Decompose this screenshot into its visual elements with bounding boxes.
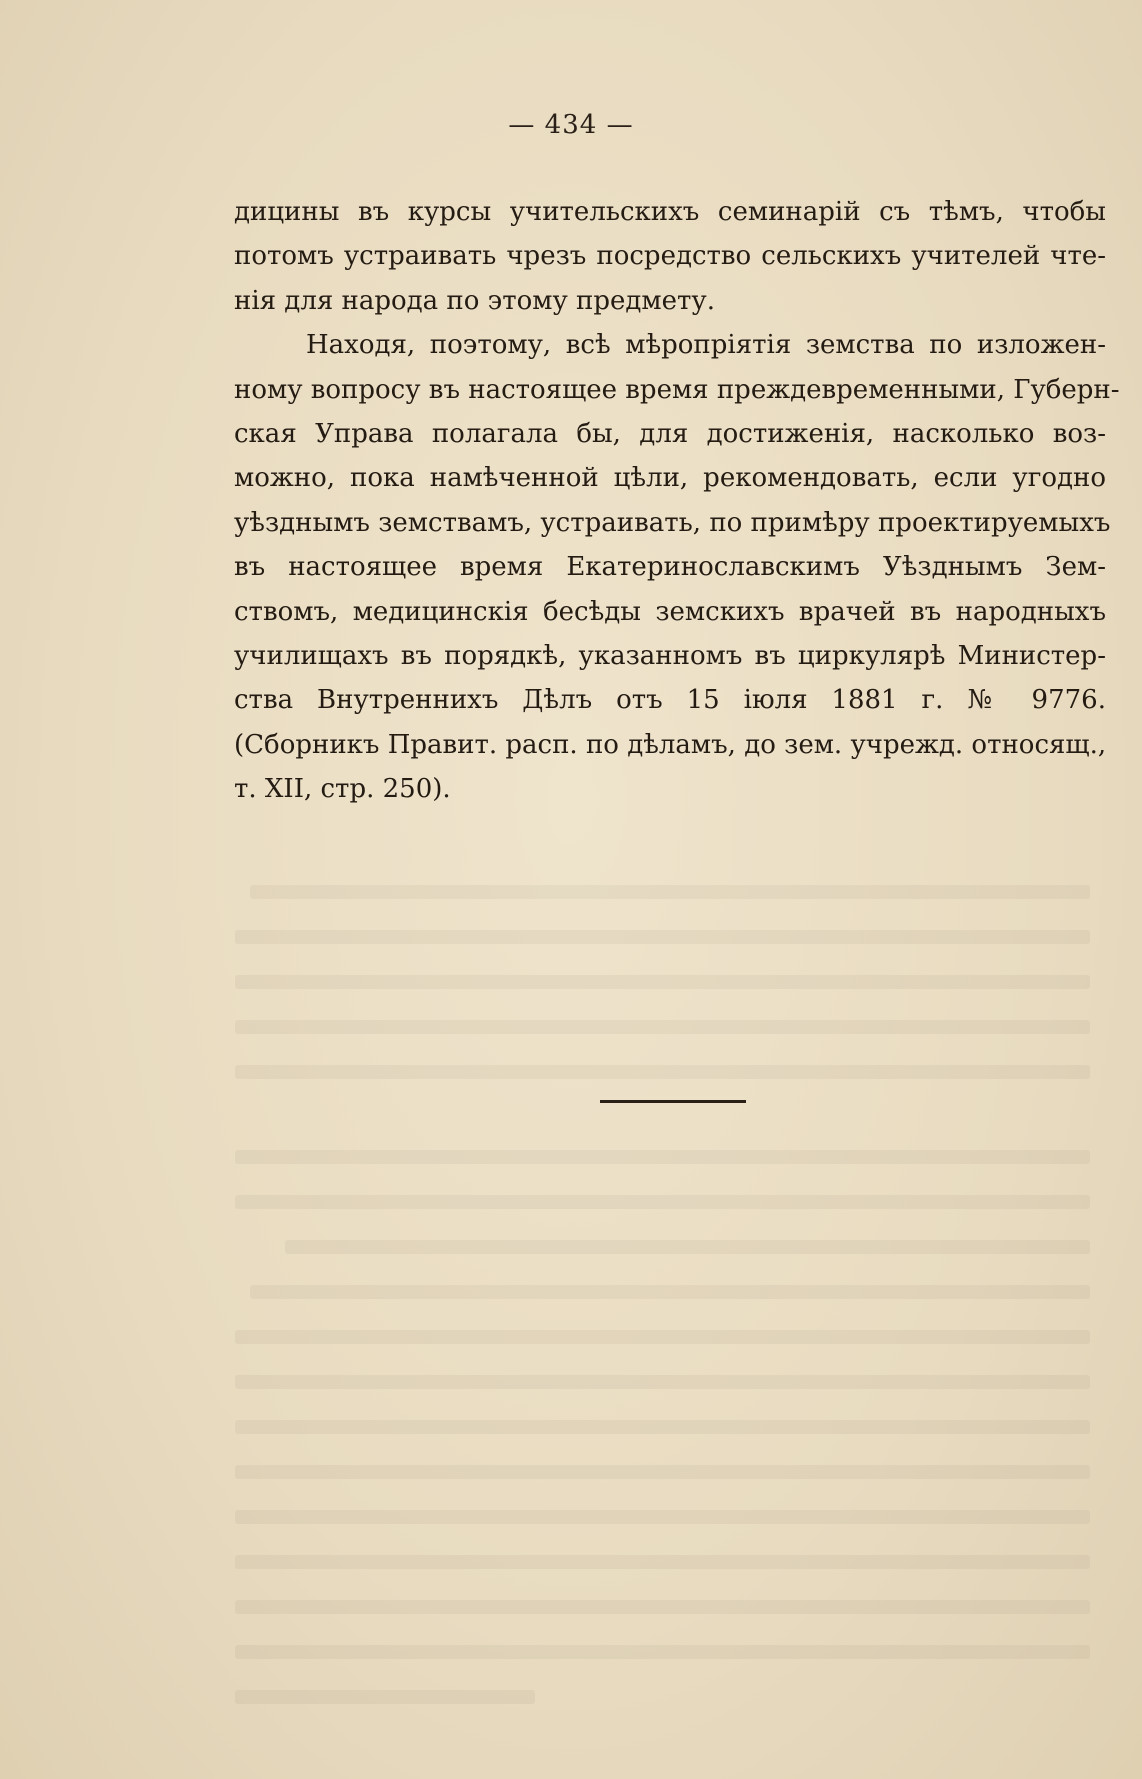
- text-line: Находя, поэтому, всѣ мѣропріятія земства по изложен-: [306, 330, 1106, 361]
- text-line: т. XII, стр. 250).: [234, 774, 451, 805]
- text-line: въ настоящее время Екатеринославскимъ Уѣзднымъ Зем-: [234, 552, 1106, 583]
- text-line: училищахъ въ порядкѣ, указанномъ въ циркулярѣ Министер-: [234, 641, 1106, 672]
- section-divider: [600, 1100, 746, 1103]
- text-line: дицины въ курсы учительскихъ семинарій съ тѣмъ, чтобы: [234, 197, 1106, 227]
- page-number: — 434 —: [508, 110, 634, 140]
- text-line: уѣзднымъ земствамъ, устраивать, по примѣру проектируемыхъ: [234, 507, 1111, 538]
- body-text: [234, 190, 1120, 812]
- paragraph-2: [234, 323, 1120, 811]
- text-line: (Сборникъ Правит. расп. по дѣламъ, до зем. учрежд. относящ.,: [234, 729, 1107, 760]
- text-line: ская Управа полагала бы, для достиженія, насколько воз-: [234, 419, 1106, 450]
- text-line: ному вопросу въ настоящее время преждевременными, Губерн-: [234, 374, 1120, 405]
- text-line: можно, пока намѣченной цѣли, рекомендовать, если угодно: [234, 463, 1106, 494]
- text-line: нія для народа по этому предмету.: [234, 285, 715, 316]
- text-line: потомъ устраивать чрезъ посредство сельскихъ учителей чте-: [234, 241, 1106, 272]
- text-line: ства Внутреннихъ Дѣлъ отъ 15 іюля 1881 г. № 9776.: [234, 685, 1106, 716]
- paragraph-1: [234, 190, 1106, 323]
- text-line: ствомъ, медицинскія бесѣды земскихъ врачей въ народныхъ: [234, 596, 1106, 627]
